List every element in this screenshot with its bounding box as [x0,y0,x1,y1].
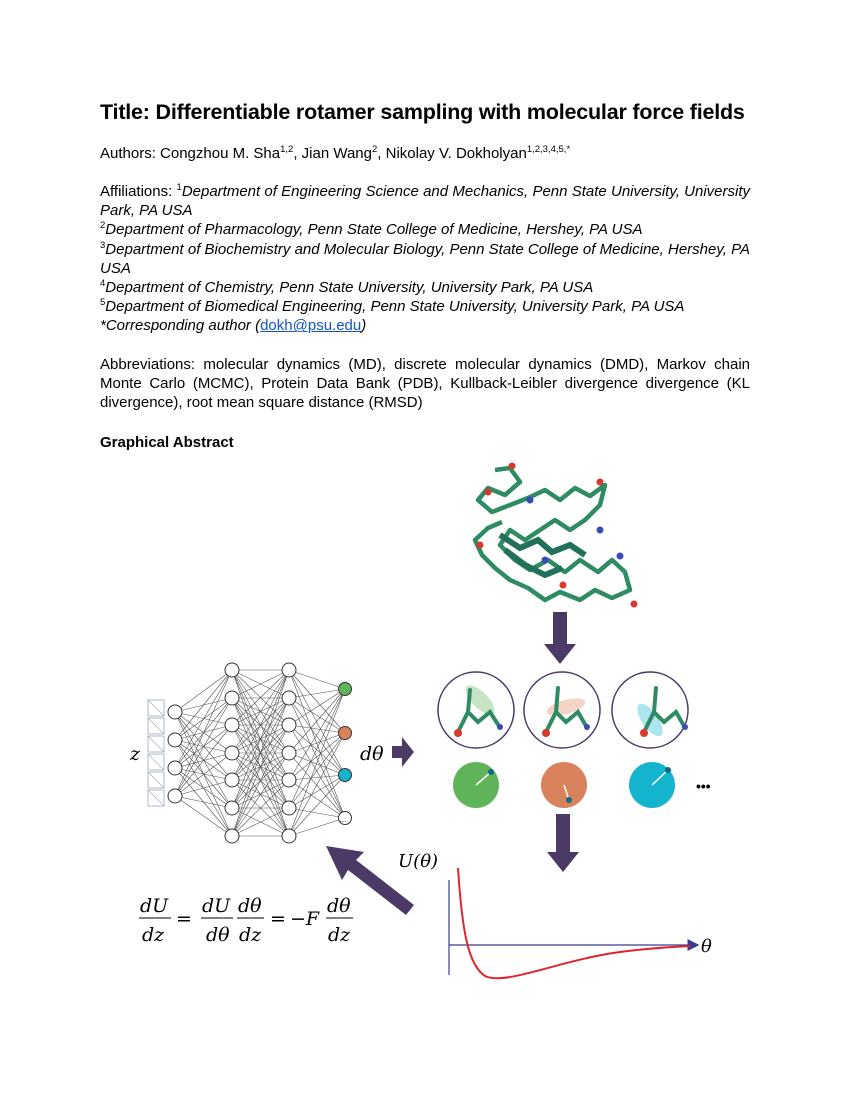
nitrogen-atom [682,724,688,730]
eq-dtheta-1: dθ [206,924,230,946]
more-rotamers-ellipsis: ••• [696,778,711,794]
neural-network [168,663,352,843]
rotamer-panel-3 [612,672,688,748]
angle-dial-green [453,762,499,808]
author-sep: , [293,145,302,162]
network-edge [289,689,345,698]
energy-theta-label: θ [701,936,712,957]
affil-sup: 5 [100,297,106,309]
network-edge [175,670,232,740]
nitrogen-atom [497,724,503,730]
protein-atom [542,557,549,564]
affil-sup: 3 [100,239,106,251]
network-edge [289,670,345,775]
corresponding-email-link[interactable]: dokh@psu.edu [260,317,362,335]
corresponding-suffix: ) [361,317,367,335]
dial-knob [566,797,572,803]
network-node [168,761,182,775]
dial-knob [488,769,494,775]
paper-title: Title: Differentiable rotamer sampling with molecular force fields [100,100,745,124]
affil-sup: 2 [100,220,106,232]
network-edge [289,725,345,733]
protein-atom [560,582,567,589]
potential-energy-curve [458,868,690,978]
output-ellipsis-label: ... [339,815,347,824]
eq-dz-3: dz [328,924,351,946]
eq-equals-2: = [270,908,286,930]
author-affil-sup: 1,2 [280,144,294,155]
author-sep: , [377,145,386,162]
eq-equals-1: = [176,908,192,930]
network-node [225,691,239,705]
oxygen-atom [640,729,648,737]
affil-text: Department of Pharmacology, Penn State College of Medicine, Hershey, PA USA [105,221,643,239]
rotamer-panel-2 [524,672,600,748]
protein-backbone [475,468,630,600]
network-edge [289,808,345,818]
output-node [339,769,352,782]
affil-sup: 1 [176,182,182,193]
network-node [225,829,239,843]
network-node [282,691,296,705]
protein-atom [597,527,604,534]
protein-atom [631,601,638,608]
network-node [168,733,182,747]
chain-rule-equation [139,895,353,946]
network-edge [175,670,232,796]
network-node [225,718,239,732]
network-edge [289,698,345,818]
network-edge [175,725,232,796]
dial-knob [665,767,671,773]
eq-dU-1: dU [140,895,169,917]
affil-text: Department of Biochemistry and Molecular Biology, Penn State College of Medicine, Hershey, PA USA [100,240,750,277]
dtheta-arrow [392,737,414,767]
affil-text: Department of Chemistry, Penn State University, University Park, PA USA [105,279,594,297]
network-edge [289,698,345,775]
oxygen-atom [542,729,550,737]
rotamer-circle [438,672,514,748]
author-name: Nikolay V. Dokholyan [385,145,527,162]
network-node [282,801,296,815]
eq-dtheta-2: dθ [238,895,262,917]
affil-sup: 4 [100,278,106,290]
author-name: Jian Wang [301,145,372,162]
oxygen-atom [454,729,462,737]
down-arrow-energy [547,814,579,872]
z-label: z [130,743,141,765]
eq-dz-1: dz [142,924,165,946]
energy-plot [398,851,712,978]
network-node [282,829,296,843]
network-node [225,773,239,787]
output-node [339,683,352,696]
network-edges [175,670,345,836]
protein-atom [485,489,492,496]
energy-u-label: U(θ) [398,851,439,872]
nitrogen-atom [584,724,590,730]
author-affil-sup: 1,2,3,4,5,* [526,144,571,155]
network-edge [175,670,232,768]
affiliations-label: Affiliations: [100,183,177,200]
abbreviations: Abbreviations: molecular dynamics (MD), discrete molecular dynamics (DMD), Markov chain Monte Carlo (MCMC), Protein Data Bank (PDB), Kullback-Leibler divergence divergence (KL divergence), root mean square distance (RMSD) [100,356,750,412]
affil-text: Department of Biomedical Engineering, Penn State University, University Park, PA USA [105,298,685,316]
graphical-abstract-heading: Graphical Abstract [100,434,234,451]
protein-atom [597,479,604,486]
protein-atom [527,497,534,504]
eq-dz-2: dz [239,924,262,946]
authors-label: Authors: [100,145,161,162]
protein-atom [509,463,516,470]
network-edge [289,689,345,780]
network-node [282,773,296,787]
corresponding-prefix: *Corresponding author ( [100,317,261,335]
eq-dtheta-3: dθ [327,895,351,917]
network-edge [175,670,232,712]
affil-text: Department of Engineering Science and Mechanics, Penn State University, University Park, PA USA [100,183,750,220]
dtheta-label: dθ [360,743,384,765]
network-node [168,705,182,719]
author-affil-sup: 2 [371,144,378,155]
angle-dial-orange [541,762,587,808]
network-node [282,663,296,677]
rotamer-panel-1 [438,672,514,748]
latent-input [148,700,164,806]
author-name: Congzhou M. Sha [160,145,281,162]
eq-dU-2: dU [202,895,231,917]
network-edge [289,775,345,808]
network-node [225,663,239,677]
protein-atom [477,542,484,549]
network-edge [289,775,345,780]
eq-minus-F: −F [290,908,320,930]
network-node [282,718,296,732]
network-node [225,746,239,760]
network-node [282,746,296,760]
network-node [168,789,182,803]
protein-structure-image [475,463,638,608]
network-node [225,801,239,815]
angle-dial-cyan [629,762,675,808]
output-node [339,727,352,740]
protein-atom [617,553,624,560]
down-arrow-protein [544,612,576,664]
